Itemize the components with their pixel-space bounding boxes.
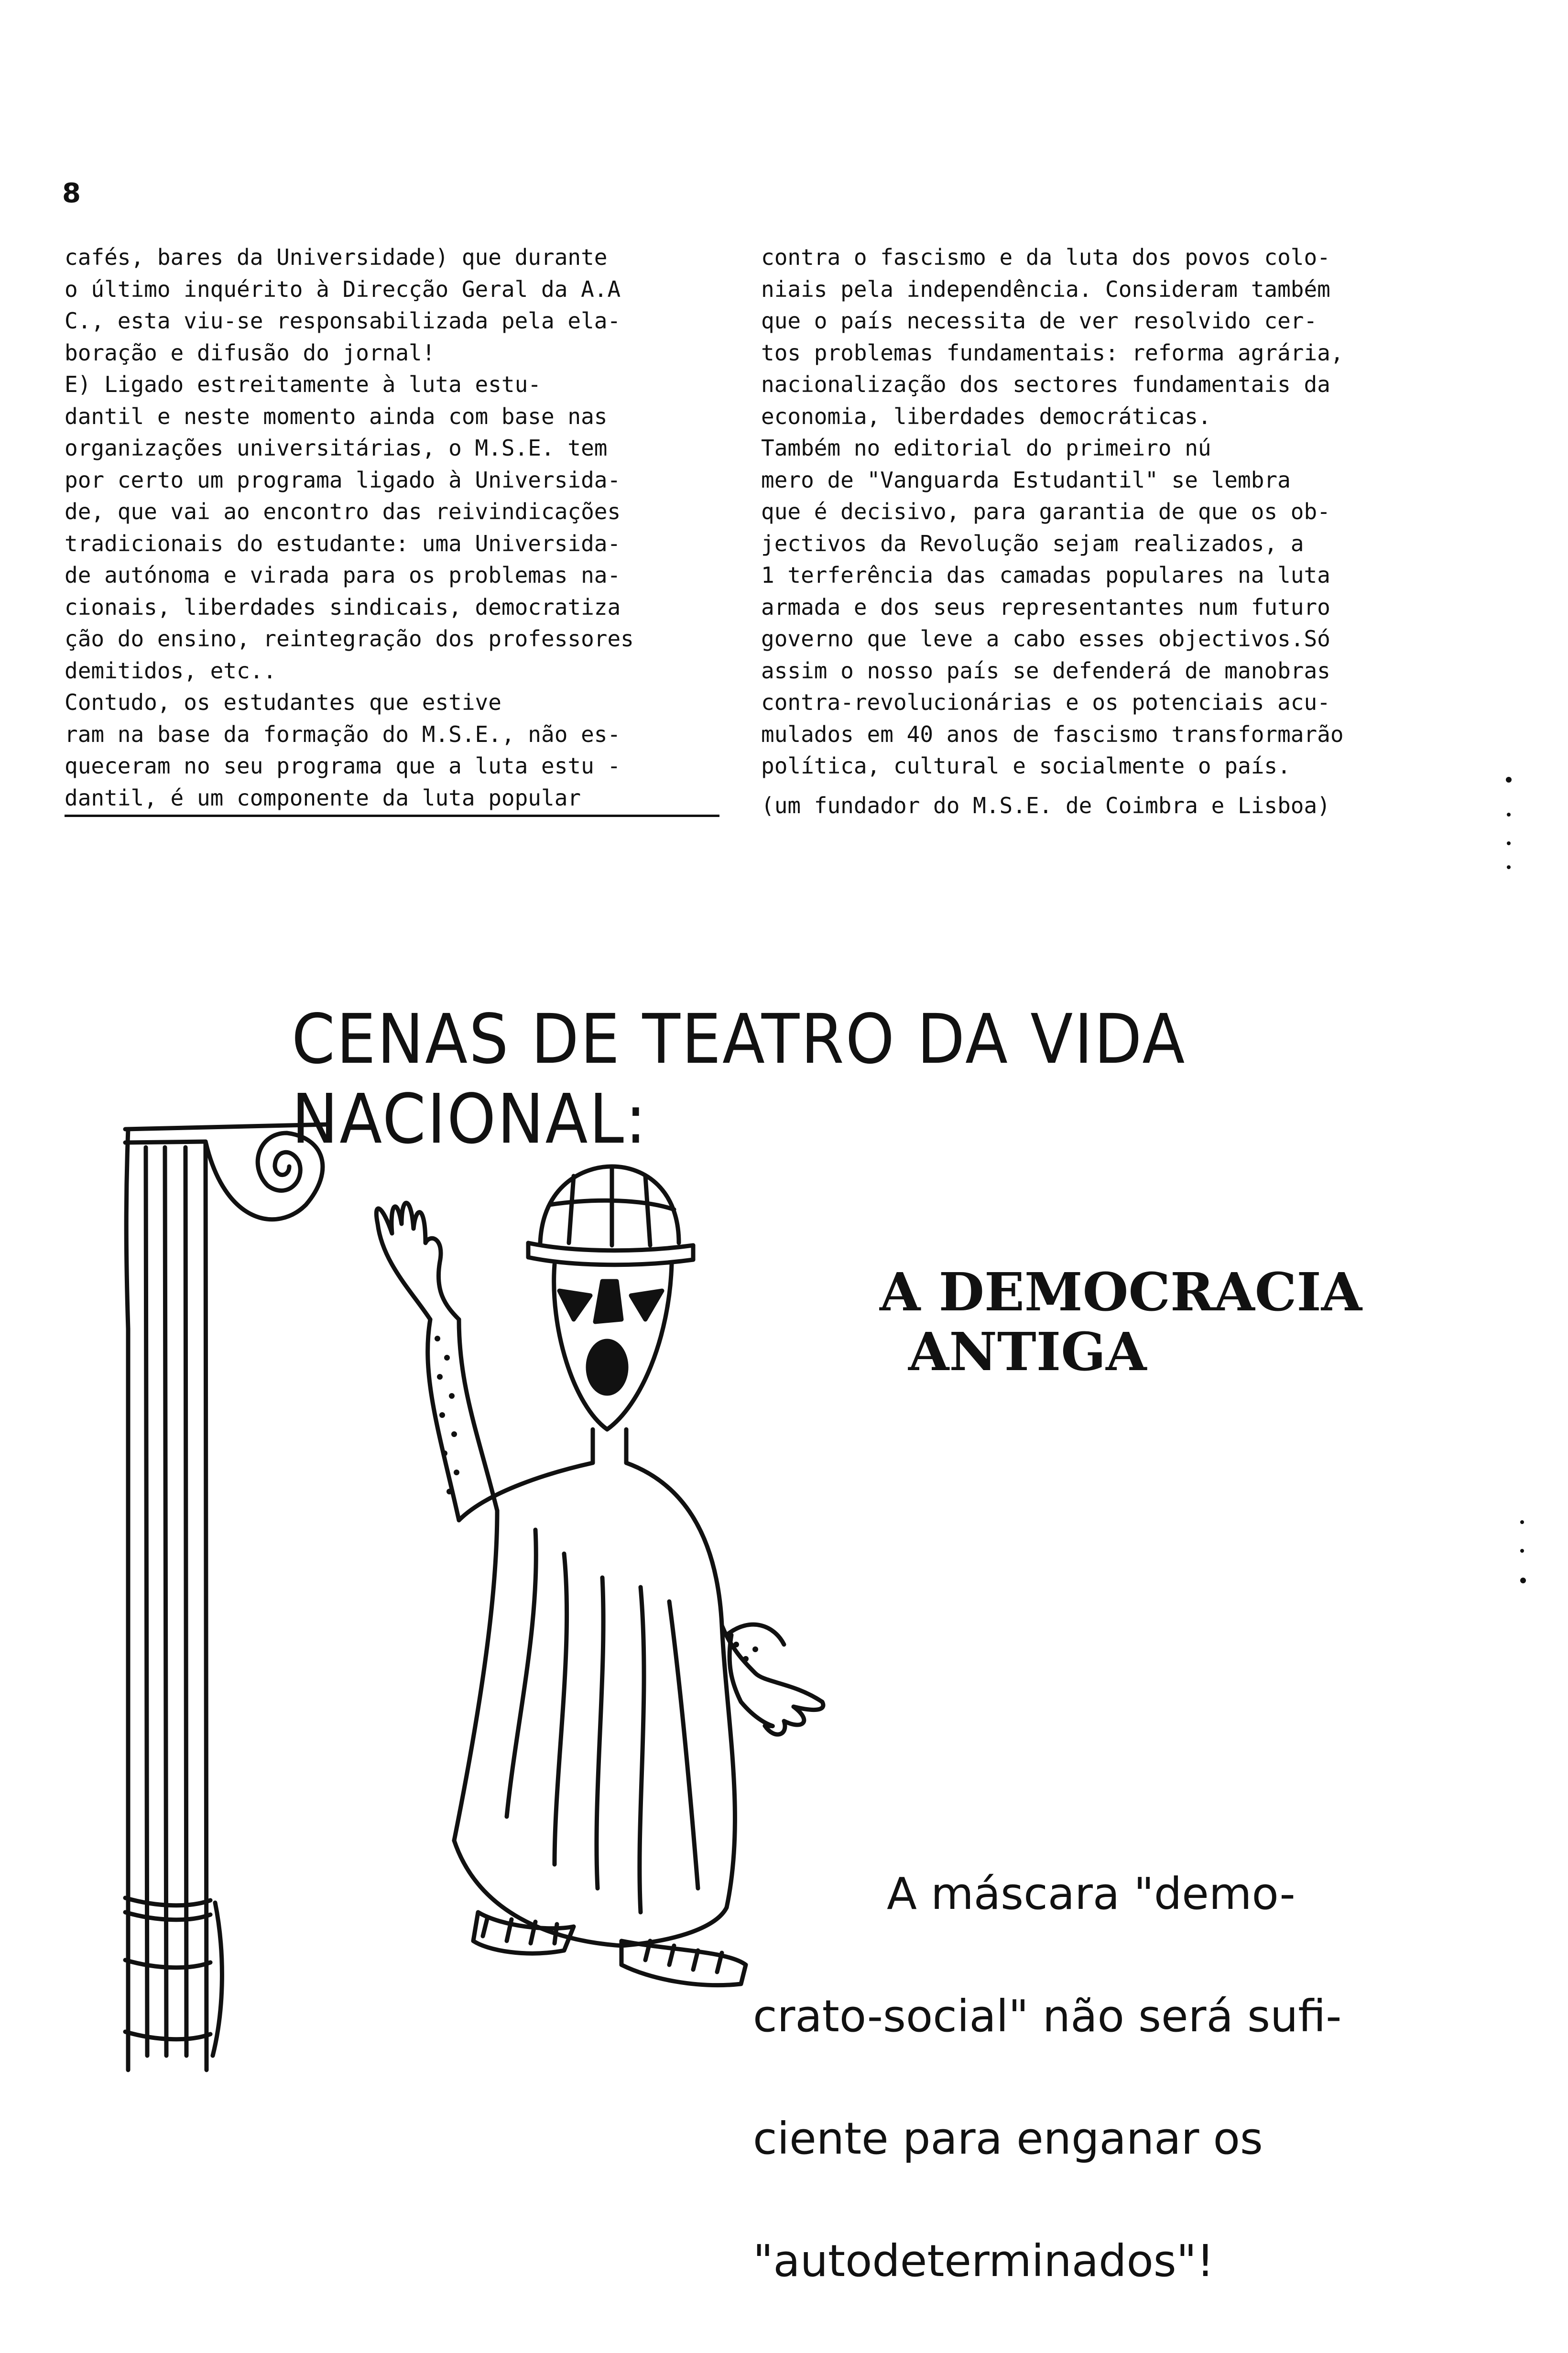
margin-speck	[1507, 865, 1511, 869]
cartoon-title: CENAS DE TEATRO DA VIDA NACIONAL:	[292, 999, 1187, 1159]
margin-speck	[1507, 841, 1511, 845]
cartoon-heading-line1: A DEMOCRACIA	[880, 1261, 1362, 1323]
caption-line: "autodeterminados"!	[753, 2235, 1214, 2287]
paragraph: contra o fascismo e da luta dos povos colo- niais pela independência. Consideram também que o país necessita de ver resolvido cer- tos problemas fundamentais: reforma agrária, nacionalização dos sectores fundamentais da economia, liberdades democráticas.	[761, 244, 1344, 429]
caption-line: A máscara "demo-	[887, 1868, 1296, 1919]
paragraph: cafés, bares da Universidade) que durante o último inquérito à Direcção Geral da A.A C., esta viu-se responsabilizada pela ela- boração e difusão do jornal!	[65, 244, 621, 366]
margin-speck	[1507, 813, 1511, 817]
article-signature: (um fundador do M.S.E. de Coimbra e Lisboa)	[761, 792, 1330, 818]
cartoon-heading-line2: ANTIGA	[908, 1321, 1147, 1383]
toga-figure-illustration	[376, 1166, 823, 1985]
paragraph: Também no editorial do primeiro nú mero de "Vanguarda Estudantil" se lembra que é decisivo, para garantia de que os ob- jectivos da Revolução sejam realizados, a 1 terferência das camadas populares na luta armada e dos seus representantes num futuro governo que leve a cabo esses objectivos.Só assim o nosso país se defenderá de manobras contra-revolucionárias e os potenciais acu- mulados em 40 anos de fascismo transformarão política, cultural e socialmente o país.	[761, 435, 1344, 779]
margin-speck	[1520, 1520, 1524, 1524]
margin-speck	[1520, 1549, 1524, 1553]
page-number: 8	[62, 178, 81, 209]
caption-line: ciente para enganar os	[753, 2113, 1263, 2164]
paragraph: E) Ligado estreitamente à luta estu- dantil e neste momento ainda com base nas organizações universitárias, o M.S.E. tem por certo um programa ligado à Universida- de, que vai ao encontro das reivindicações tradicionais do estudante: uma Universida- de autónoma e virada para os problemas na- cionais, liberdades sindicais, democratiza ção do ensino, reintegração dos professores demitidos, etc..	[65, 371, 634, 684]
margin-speck	[1520, 1578, 1526, 1583]
caption-line: crato-social" não será sufi-	[753, 1991, 1342, 2042]
ionic-column-illustration	[125, 1124, 330, 2070]
margin-speck	[1506, 777, 1512, 783]
paragraph: Contudo, os estudantes que estive ram na base da formação do M.S.E., não es- queceram no seu programa que a luta estu - dantil, é um componente da luta popular	[65, 689, 621, 811]
